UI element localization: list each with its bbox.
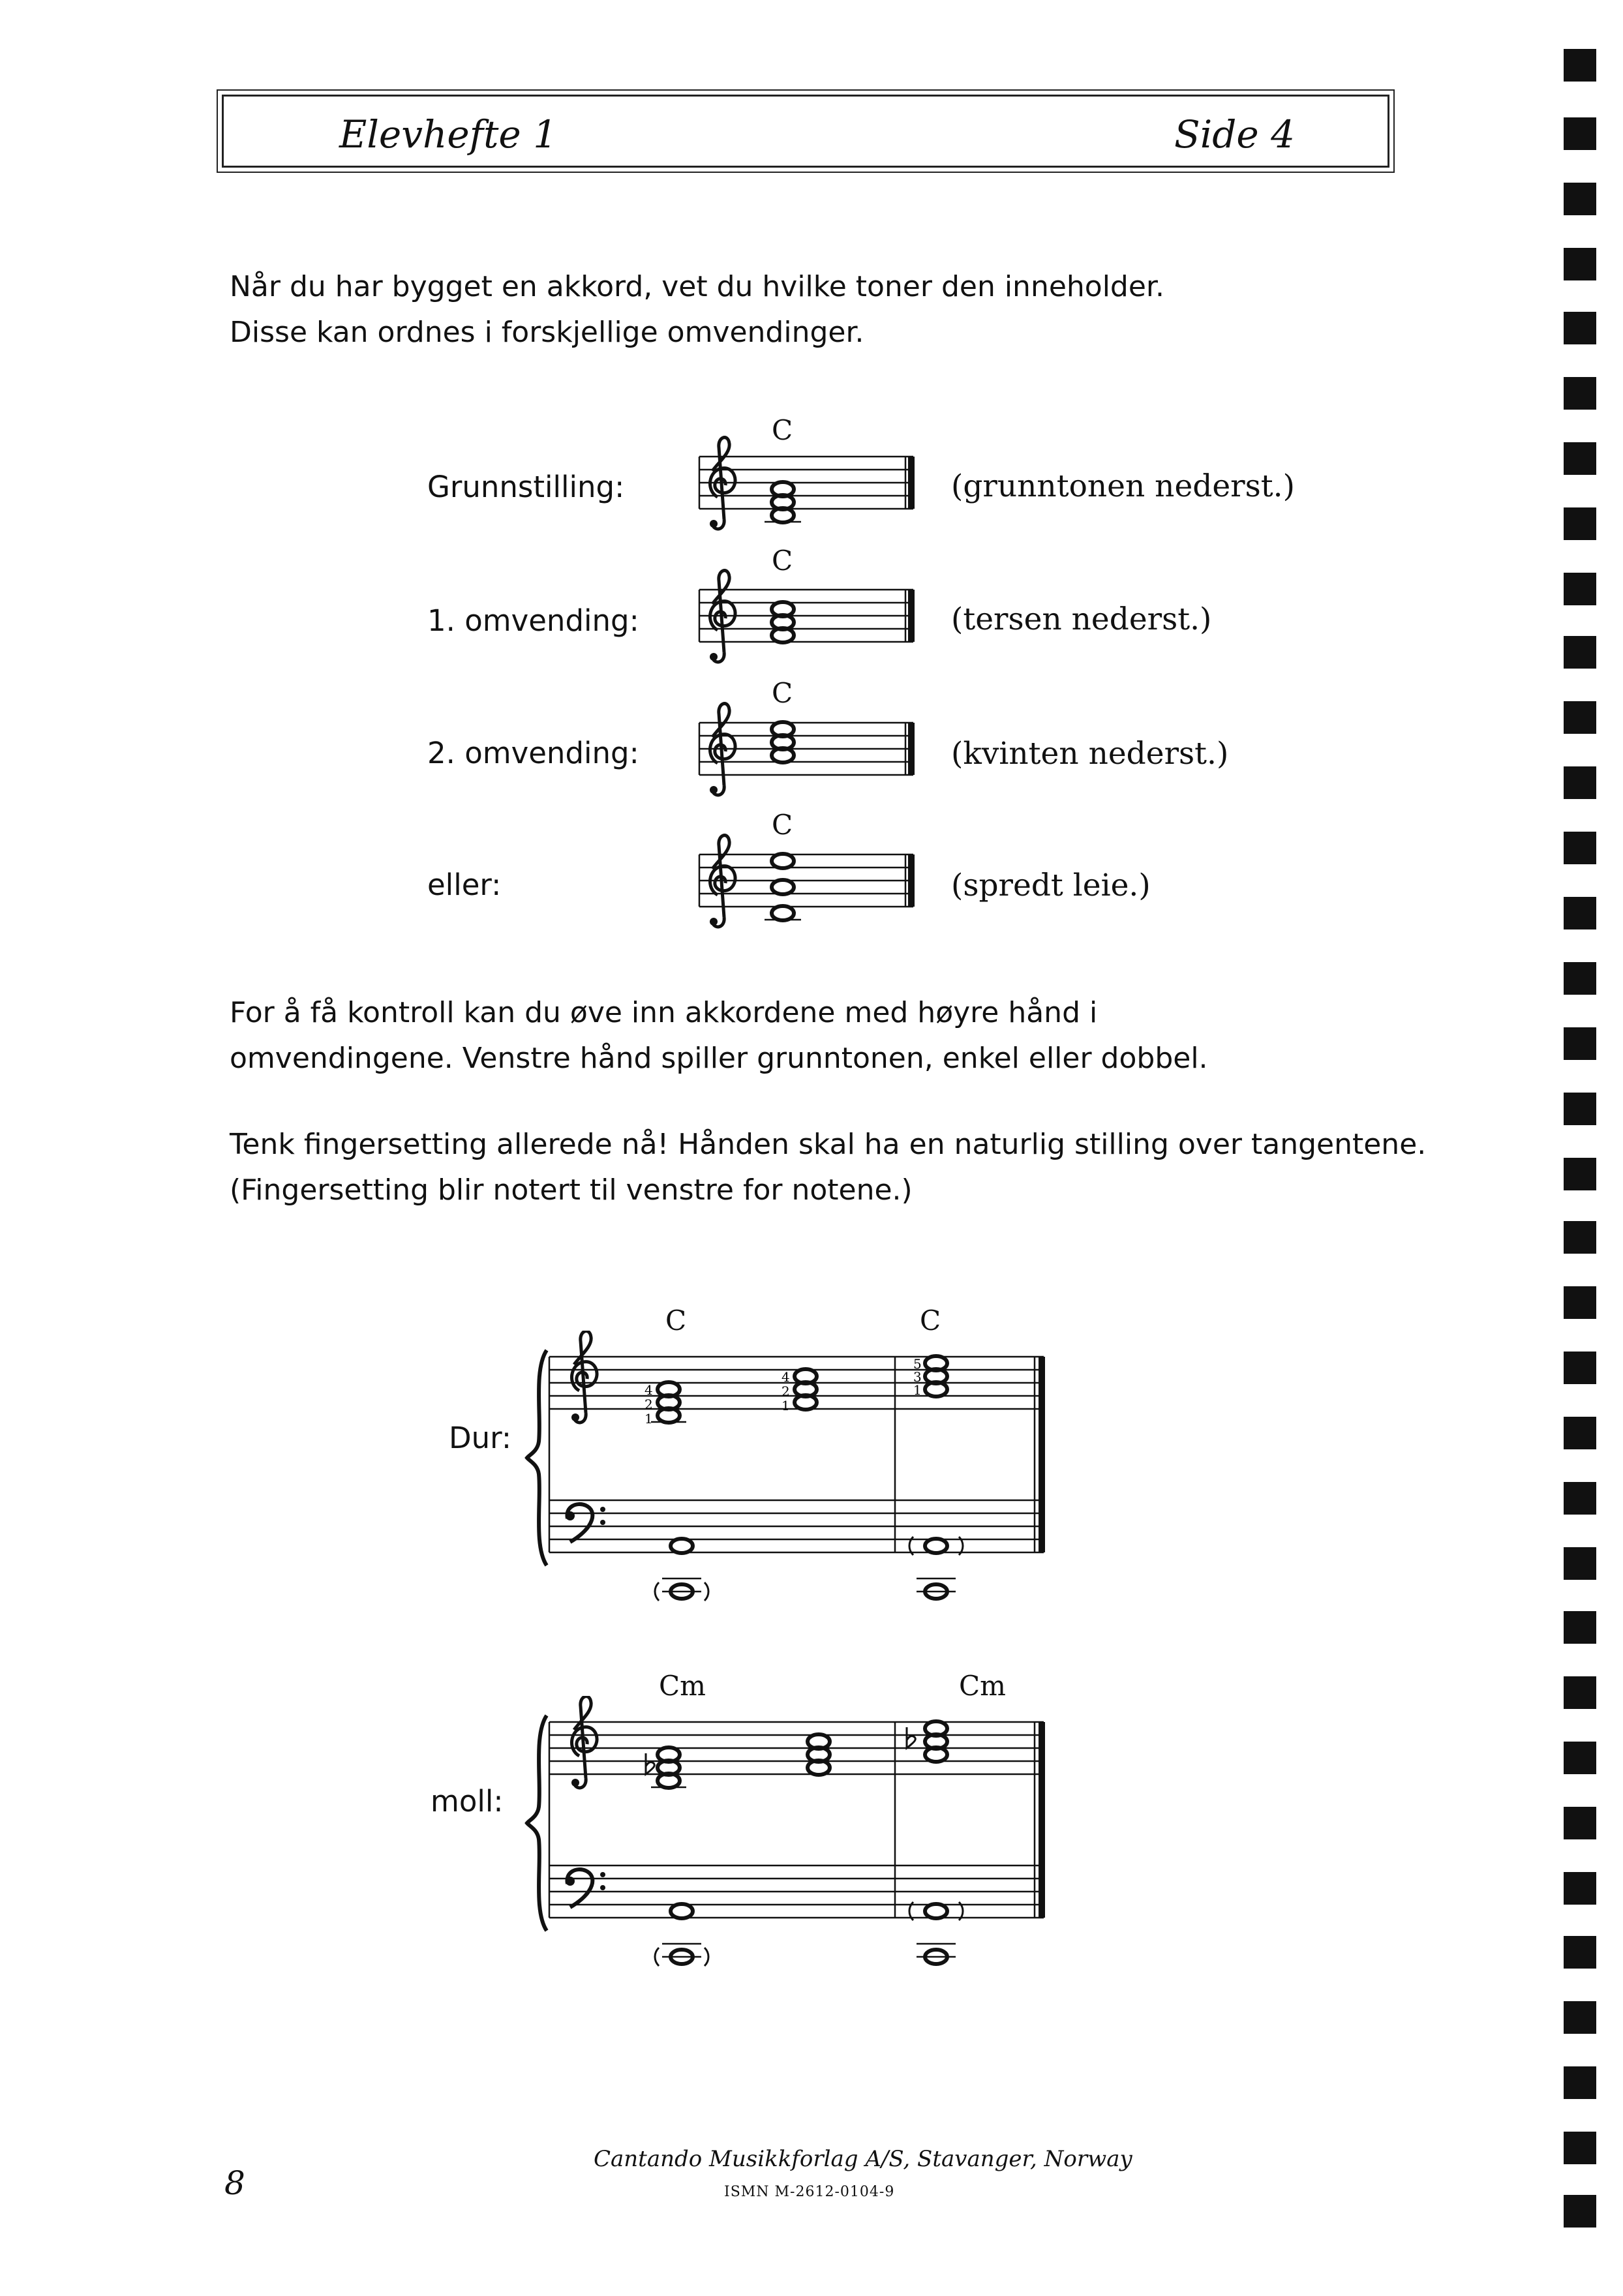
- staff-second-inversion: [699, 704, 915, 795]
- inversion-description: (grunntonen nederst.): [951, 468, 1295, 504]
- edge-mark: [1564, 49, 1596, 82]
- chord-symbol: C: [772, 809, 793, 841]
- edge-mark: [1564, 2132, 1596, 2164]
- staff-grunnstilling: [699, 438, 915, 529]
- edge-mark: [1564, 1158, 1596, 1190]
- minor-grand-staff: [522, 1696, 1063, 1983]
- edge-mark: [1564, 1807, 1596, 1839]
- fingering-number: 5: [913, 1356, 922, 1372]
- edge-mark: [1564, 1093, 1596, 1125]
- inversion-label: eller:: [427, 868, 502, 902]
- fingering-number: 2: [781, 1383, 790, 1399]
- edge-mark: [1564, 962, 1596, 995]
- fingering-number: 4: [781, 1369, 790, 1385]
- edge-mark: [1564, 312, 1596, 344]
- major-grand-staff: [522, 1331, 1063, 1618]
- major-label: Dur:: [449, 1421, 512, 1455]
- inversion-description: (kvinten nederst.): [951, 736, 1229, 772]
- page-number: 8: [224, 2164, 245, 2202]
- practice-line-1: For å få kontroll kan du øve inn akkordene med høyre hånd i: [230, 996, 1098, 1029]
- intro-line-2: Disse kan ordnes i forskjellige omvendinger.: [230, 316, 864, 349]
- intro-line-1: Når du har bygget en akkord, vet du hvilke toner den inneholder.: [230, 270, 1164, 303]
- edge-mark: [1564, 1352, 1596, 1384]
- edge-mark: [1564, 1417, 1596, 1449]
- minor-chord-2: Cm: [959, 1670, 1006, 1702]
- chord-symbol: C: [772, 414, 793, 446]
- ismn-line: ISMN M-2612-0104-9: [724, 2184, 895, 2200]
- edge-mark: [1564, 377, 1596, 410]
- edge-mark: [1564, 573, 1596, 605]
- staff-first-inversion: [699, 571, 915, 662]
- fingering-number: 1: [645, 1411, 653, 1427]
- header-right-title: Side 4: [1174, 112, 1296, 157]
- edge-mark: [1564, 442, 1596, 475]
- edge-mark: [1564, 117, 1596, 150]
- edge-mark: [1564, 897, 1596, 929]
- staff-open-position: [699, 836, 915, 927]
- edge-mark: [1564, 701, 1596, 734]
- edge-mark: [1564, 507, 1596, 540]
- fingering-number: 3: [913, 1369, 922, 1385]
- edge-mark: [1564, 1027, 1596, 1060]
- edge-mark: [1564, 1742, 1596, 1774]
- practice-line-3: Tenk fingersetting allerede nå! Hånden skal ha en naturlig stilling over tangentene.: [230, 1128, 1427, 1161]
- edge-mark: [1564, 1221, 1596, 1254]
- fingering-number: 4: [645, 1382, 653, 1398]
- publisher-line: Cantando Musikkforlag A/S, Stavanger, Norway: [594, 2146, 1132, 2172]
- edge-mark: [1564, 1611, 1596, 1644]
- chord-symbol: C: [772, 677, 793, 709]
- inversion-label: 2. omvending:: [427, 736, 639, 770]
- edge-mark: [1564, 2001, 1596, 2034]
- edge-mark: [1564, 1482, 1596, 1515]
- edge-mark: [1564, 1286, 1596, 1319]
- inversion-label: 1. omvending:: [427, 603, 639, 638]
- edge-mark: [1564, 248, 1596, 280]
- minor-label: moll:: [431, 1784, 504, 1819]
- practice-line-4: (Fingersetting blir notert til venstre for notene.): [230, 1173, 913, 1207]
- edge-mark: [1564, 1547, 1596, 1580]
- inversion-description: (spredt leie.): [951, 868, 1151, 903]
- minor-chord-1: Cm: [659, 1670, 706, 1702]
- major-chord-1: C: [665, 1305, 687, 1337]
- fingering-number: 1: [781, 1398, 790, 1413]
- edge-mark: [1564, 636, 1596, 669]
- edge-mark: [1564, 766, 1596, 799]
- practice-line-2: omvendingene. Venstre hånd spiller grunntonen, enkel eller dobbel.: [230, 1042, 1208, 1075]
- fingering-number: 2: [645, 1397, 653, 1412]
- inversion-label: Grunnstilling:: [427, 470, 625, 504]
- inversion-staves: [691, 417, 926, 939]
- edge-mark: [1564, 1676, 1596, 1709]
- major-chord-2: C: [920, 1305, 941, 1337]
- edge-mark: [1564, 183, 1596, 215]
- edge-mark: [1564, 2066, 1596, 2099]
- edge-mark: [1564, 1936, 1596, 1969]
- inversion-description: (tersen nederst.): [951, 601, 1212, 637]
- edge-marks: [1564, 0, 1598, 2296]
- header-left-title: Elevhefte 1: [339, 112, 558, 157]
- edge-mark: [1564, 2195, 1596, 2228]
- chord-symbol: C: [772, 545, 793, 577]
- edge-mark: [1564, 1872, 1596, 1905]
- edge-mark: [1564, 832, 1596, 864]
- fingering-number: 1: [913, 1382, 922, 1398]
